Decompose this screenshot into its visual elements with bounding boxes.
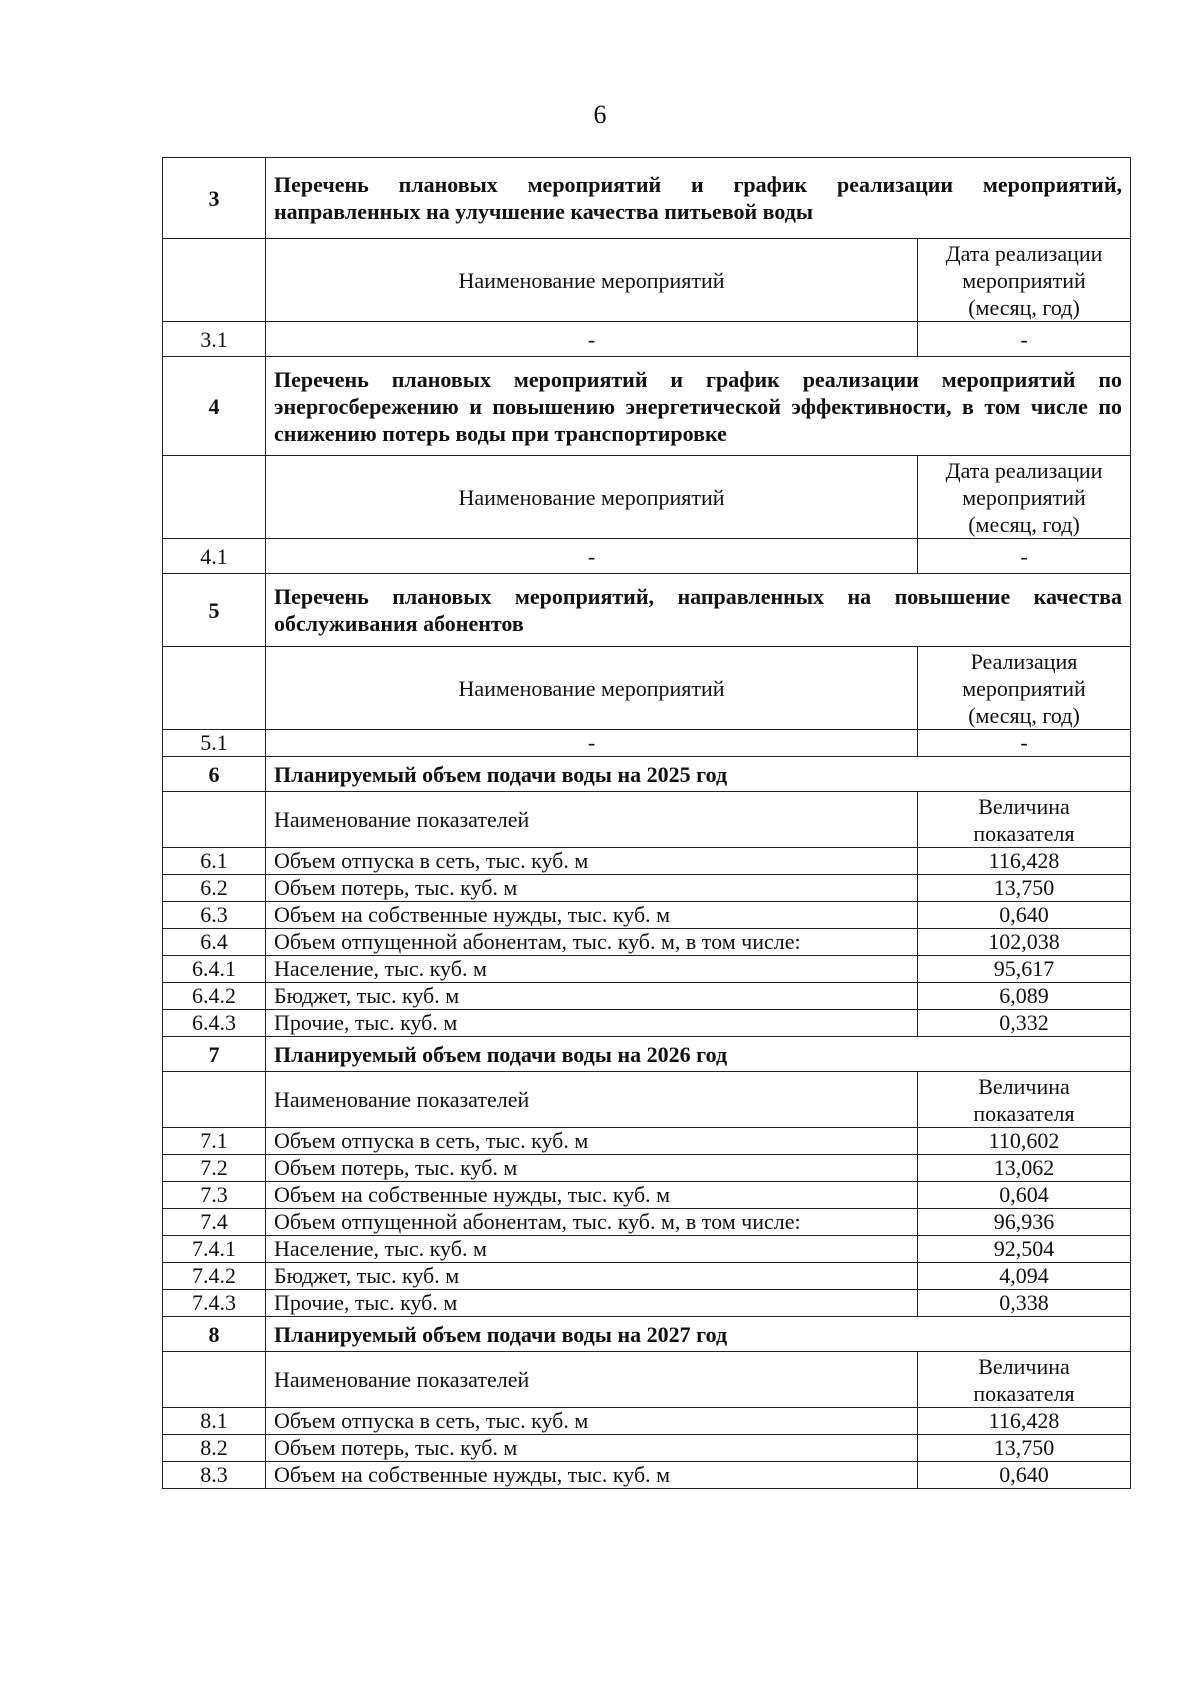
column-header-date: Реализация мероприятий (месяц, год) bbox=[918, 647, 1131, 730]
row-number: 8.2 bbox=[163, 1435, 266, 1462]
column-header-name: Наименование мероприятий bbox=[266, 239, 918, 322]
section-title: Перечень плановых мероприятий и график реализации мероприятий, направленных на улучшение качества питьевой воды bbox=[266, 158, 1131, 239]
section-number: 5 bbox=[163, 574, 266, 647]
row-number: 7.4.3 bbox=[163, 1290, 266, 1317]
section-3-header-row bbox=[163, 239, 1131, 322]
row-number: 6.2 bbox=[163, 875, 266, 902]
section-6-title-row bbox=[163, 757, 1131, 792]
section-3-title-row bbox=[163, 158, 1131, 239]
column-header-name: Наименование показателей bbox=[266, 792, 918, 848]
row-value: - bbox=[918, 322, 1131, 357]
row-name: Объем отпуска в сеть, тыс. куб. м bbox=[266, 848, 918, 875]
row-value: 92,504 bbox=[918, 1236, 1131, 1263]
empty-cell bbox=[163, 456, 266, 539]
row-number: 8.3 bbox=[163, 1462, 266, 1489]
table-row bbox=[163, 1155, 1131, 1182]
section-5-header-row bbox=[163, 647, 1131, 730]
section-title: Перечень плановых мероприятий, направленных на повышение качества обслуживания абонентов bbox=[266, 574, 1131, 647]
row-value: - bbox=[918, 539, 1131, 574]
section-number: 6 bbox=[163, 757, 266, 792]
row-name: Объем на собственные нужды, тыс. куб. м bbox=[266, 902, 918, 929]
row-value: 102,038 bbox=[918, 929, 1131, 956]
row-number: 6.4.1 bbox=[163, 956, 266, 983]
row-number: 6.4.3 bbox=[163, 1010, 266, 1037]
measures-table bbox=[162, 157, 1131, 1489]
row-name: - bbox=[266, 730, 918, 757]
column-header-date: Дата реализации мероприятий (месяц, год) bbox=[918, 239, 1131, 322]
table-row bbox=[163, 730, 1131, 757]
section-number: 3 bbox=[163, 158, 266, 239]
table-row bbox=[163, 929, 1131, 956]
empty-cell bbox=[163, 1072, 266, 1128]
row-value: 13,750 bbox=[918, 1435, 1131, 1462]
row-number: 6.3 bbox=[163, 902, 266, 929]
row-name: Бюджет, тыс. куб. м bbox=[266, 1263, 918, 1290]
section-7-title-row bbox=[163, 1037, 1131, 1072]
empty-cell bbox=[163, 792, 266, 848]
column-header-name: Наименование мероприятий bbox=[266, 456, 918, 539]
table-row bbox=[163, 1209, 1131, 1236]
row-value: 0,640 bbox=[918, 1462, 1131, 1489]
table-row bbox=[163, 1435, 1131, 1462]
row-number: 7.4 bbox=[163, 1209, 266, 1236]
row-name: - bbox=[266, 539, 918, 574]
section-7-header-row bbox=[163, 1072, 1131, 1128]
empty-cell bbox=[163, 1352, 266, 1408]
row-value: - bbox=[918, 730, 1131, 757]
row-value: 95,617 bbox=[918, 956, 1131, 983]
row-value: 116,428 bbox=[918, 848, 1131, 875]
section-4-title-row bbox=[163, 357, 1131, 456]
row-number: 3.1 bbox=[163, 322, 266, 357]
row-name: Объем потерь, тыс. куб. м bbox=[266, 875, 918, 902]
row-value: 13,062 bbox=[918, 1155, 1131, 1182]
section-8-header-row bbox=[163, 1352, 1131, 1408]
row-number: 6.4.2 bbox=[163, 983, 266, 1010]
row-value: 0,604 bbox=[918, 1182, 1131, 1209]
column-header-value: Величина показателя bbox=[918, 792, 1131, 848]
row-name: Объем потерь, тыс. куб. м bbox=[266, 1435, 918, 1462]
table-row bbox=[163, 983, 1131, 1010]
row-value: 116,428 bbox=[918, 1408, 1131, 1435]
table-row bbox=[163, 1290, 1131, 1317]
row-number: 7.4.2 bbox=[163, 1263, 266, 1290]
row-name: Прочие, тыс. куб. м bbox=[266, 1010, 918, 1037]
column-header-value: Величина показателя bbox=[918, 1072, 1131, 1128]
row-value: 96,936 bbox=[918, 1209, 1131, 1236]
row-name: Объем потерь, тыс. куб. м bbox=[266, 1155, 918, 1182]
row-number: 4.1 bbox=[163, 539, 266, 574]
row-name: Прочие, тыс. куб. м bbox=[266, 1290, 918, 1317]
row-name: Население, тыс. куб. м bbox=[266, 1236, 918, 1263]
table-row bbox=[163, 1128, 1131, 1155]
row-number: 7.1 bbox=[163, 1128, 266, 1155]
section-number: 7 bbox=[163, 1037, 266, 1072]
empty-cell bbox=[163, 239, 266, 322]
column-header-date: Дата реализации мероприятий (месяц, год) bbox=[918, 456, 1131, 539]
row-value: 0,332 bbox=[918, 1010, 1131, 1037]
row-name: Объем на собственные нужды, тыс. куб. м bbox=[266, 1462, 918, 1489]
row-number: 6.4 bbox=[163, 929, 266, 956]
row-name: Объем отпущенной абонентам, тыс. куб. м, в том числе: bbox=[266, 929, 918, 956]
row-name: Объем отпуска в сеть, тыс. куб. м bbox=[266, 1408, 918, 1435]
section-6-header-row bbox=[163, 792, 1131, 848]
column-header-name: Наименование показателей bbox=[266, 1352, 918, 1408]
table-row bbox=[163, 322, 1131, 357]
row-number: 7.4.1 bbox=[163, 1236, 266, 1263]
section-4-header-row bbox=[163, 456, 1131, 539]
row-number: 5.1 bbox=[163, 730, 266, 757]
section-number: 8 bbox=[163, 1317, 266, 1352]
row-value: 110,602 bbox=[918, 1128, 1131, 1155]
column-header-name: Наименование показателей bbox=[266, 1072, 918, 1128]
empty-cell bbox=[163, 647, 266, 730]
row-name: - bbox=[266, 322, 918, 357]
row-value: 6,089 bbox=[918, 983, 1131, 1010]
table-row bbox=[163, 956, 1131, 983]
row-name: Население, тыс. куб. м bbox=[266, 956, 918, 983]
section-number: 4 bbox=[163, 357, 266, 456]
row-value: 4,094 bbox=[918, 1263, 1131, 1290]
row-name: Объем отпуска в сеть, тыс. куб. м bbox=[266, 1128, 918, 1155]
row-number: 6.1 bbox=[163, 848, 266, 875]
row-value: 13,750 bbox=[918, 875, 1131, 902]
table-row bbox=[163, 1236, 1131, 1263]
section-8-title-row bbox=[163, 1317, 1131, 1352]
table-row bbox=[163, 875, 1131, 902]
table-row bbox=[163, 1010, 1131, 1037]
row-value: 0,338 bbox=[918, 1290, 1131, 1317]
row-number: 8.1 bbox=[163, 1408, 266, 1435]
table-row bbox=[163, 902, 1131, 929]
row-name: Объем на собственные нужды, тыс. куб. м bbox=[266, 1182, 918, 1209]
row-name: Бюджет, тыс. куб. м bbox=[266, 983, 918, 1010]
table-row bbox=[163, 1462, 1131, 1489]
section-title: Планируемый объем подачи воды на 2027 год bbox=[266, 1317, 1131, 1352]
table-row bbox=[163, 1182, 1131, 1209]
section-title: Планируемый объем подачи воды на 2026 год bbox=[266, 1037, 1131, 1072]
column-header-name: Наименование мероприятий bbox=[266, 647, 918, 730]
row-number: 7.2 bbox=[163, 1155, 266, 1182]
table-row bbox=[163, 1408, 1131, 1435]
table-row bbox=[163, 848, 1131, 875]
section-title: Планируемый объем подачи воды на 2025 год bbox=[266, 757, 1131, 792]
section-title: Перечень плановых мероприятий и график реализации мероприятий по энергосбережению и повышению энергетической эффективности, в том числе по снижению потерь воды при транспортировке bbox=[266, 357, 1131, 456]
table-row bbox=[163, 539, 1131, 574]
row-name: Объем отпущенной абонентам, тыс. куб. м, в том числе: bbox=[266, 1209, 918, 1236]
page-number: 6 bbox=[593, 100, 607, 129]
column-header-value: Величина показателя bbox=[918, 1352, 1131, 1408]
row-number: 7.3 bbox=[163, 1182, 266, 1209]
row-value: 0,640 bbox=[918, 902, 1131, 929]
table-row bbox=[163, 1263, 1131, 1290]
section-5-title-row bbox=[163, 574, 1131, 647]
